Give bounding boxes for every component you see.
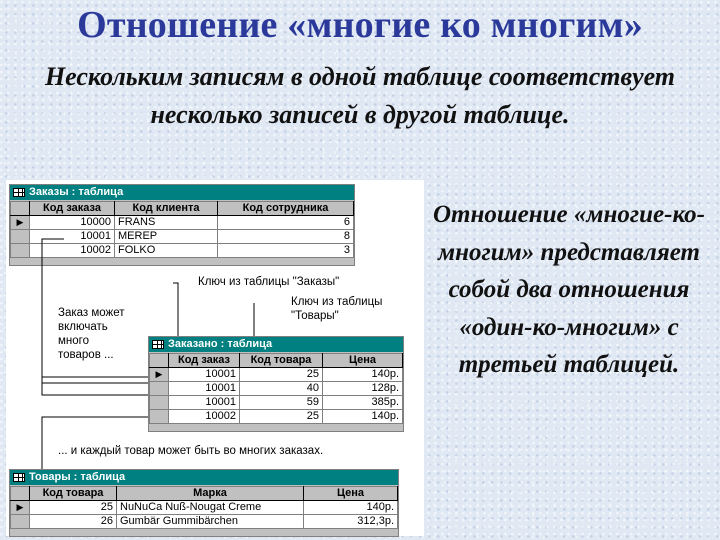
table-cell[interactable]: 10001 (169, 396, 240, 410)
side-explanation: Отношение «многие-ко-многим» представляет собой два отношения «один-ко-многим» с третьей таблицей. (432, 201, 706, 378)
products-window-title: Товары : таблица (29, 471, 126, 483)
column-header[interactable]: Код сотрудника (218, 202, 354, 216)
table-row[interactable] (150, 368, 403, 382)
column-header[interactable]: Код товара (240, 354, 323, 368)
table-cell[interactable]: 25 (240, 368, 323, 382)
table-cell[interactable]: FOLKO (115, 244, 218, 258)
products-grid (10, 486, 398, 529)
annotation-order-may-line1: Заказ может (58, 307, 125, 319)
table-cell[interactable]: 26 (30, 515, 117, 529)
table-cell[interactable]: 10001 (169, 382, 240, 396)
annotation-key-products-line2: "Товары" (291, 310, 339, 322)
table-cell[interactable]: 10002 (30, 244, 115, 258)
table-cell[interactable]: 140р. (304, 501, 398, 515)
row-selector[interactable] (150, 382, 169, 396)
table-cell[interactable]: 25 (240, 410, 323, 424)
annotation-each-product: ... и каждый товар может быть во многих заказах. (58, 445, 324, 457)
current-row-marker-icon: ▶ (11, 216, 30, 230)
column-header[interactable]: Код товара (30, 487, 117, 501)
table-cell[interactable]: 140р. (323, 368, 403, 382)
table-cell[interactable]: Gumbär Gummibärchen (117, 515, 304, 529)
table-row[interactable] (150, 382, 403, 396)
row-selector-header (11, 487, 30, 501)
table-cell[interactable]: 385р. (323, 396, 403, 410)
ordered-table-window[interactable] (148, 336, 404, 432)
orders-window-title: Заказы : таблица (29, 186, 124, 198)
table-icon (13, 473, 25, 482)
annotation-key-orders: Ключ из таблицы "Заказы" (198, 276, 340, 288)
table-cell[interactable]: 312,3р. (304, 515, 398, 529)
column-header[interactable]: Код заказа (30, 202, 115, 216)
table-cell[interactable]: 40 (240, 382, 323, 396)
row-selector[interactable] (150, 396, 169, 410)
column-header[interactable]: Код заказ (169, 354, 240, 368)
table-cell[interactable]: 10001 (169, 368, 240, 382)
row-selector[interactable] (150, 410, 169, 424)
current-row-marker-icon: ▶ (150, 368, 169, 382)
table-cell[interactable]: 128р. (323, 382, 403, 396)
table-icon (152, 340, 164, 349)
column-header[interactable]: Код клиента (115, 202, 218, 216)
annotation-order-may-line2: включать (58, 321, 108, 333)
column-header[interactable]: Цена (304, 487, 398, 501)
table-cell[interactable]: MEREP (115, 230, 218, 244)
slide-subtitle: Нескольким записям в одной таблице соответствует несколько записей в другой таблице. (44, 62, 676, 129)
table-cell[interactable]: FRANS (115, 216, 218, 230)
table-cell[interactable]: 8 (218, 230, 354, 244)
table-cell[interactable]: 59 (240, 396, 323, 410)
table-cell[interactable]: 140р. (323, 410, 403, 424)
ordered-window-title: Заказано : таблица (168, 338, 273, 350)
annotation-key-products-line1: Ключ из таблицы (291, 296, 383, 308)
table-cell[interactable]: 10000 (30, 216, 115, 230)
row-selector-header (150, 354, 169, 368)
table-cell[interactable]: 10002 (169, 410, 240, 424)
slide-title: Отношение «многие ко многим» (77, 4, 643, 46)
table-cell[interactable]: 25 (30, 501, 117, 515)
current-row-marker-icon: ▶ (11, 501, 30, 515)
table-cell[interactable]: 6 (218, 216, 354, 230)
column-header[interactable]: Цена (323, 354, 403, 368)
table-cell[interactable]: NuNuCa Nuß-Nougat Creme (117, 501, 304, 515)
products-table-window[interactable] (9, 469, 399, 537)
table-row[interactable] (11, 501, 398, 515)
column-header[interactable]: Марка (117, 487, 304, 501)
database-diagram (6, 180, 424, 536)
table-row[interactable] (11, 515, 398, 529)
ordered-grid (149, 353, 403, 424)
products-window-titlebar[interactable] (10, 470, 398, 485)
table-cell[interactable]: 3 (218, 244, 354, 258)
table-row[interactable] (150, 396, 403, 410)
ordered-window-titlebar[interactable] (149, 337, 403, 352)
annotation-order-may-line3: много (58, 335, 89, 347)
table-row[interactable] (150, 410, 403, 424)
table-cell[interactable]: 10001 (30, 230, 115, 244)
annotation-order-may-line4: товаров ... (58, 349, 114, 361)
row-selector[interactable] (11, 515, 30, 529)
